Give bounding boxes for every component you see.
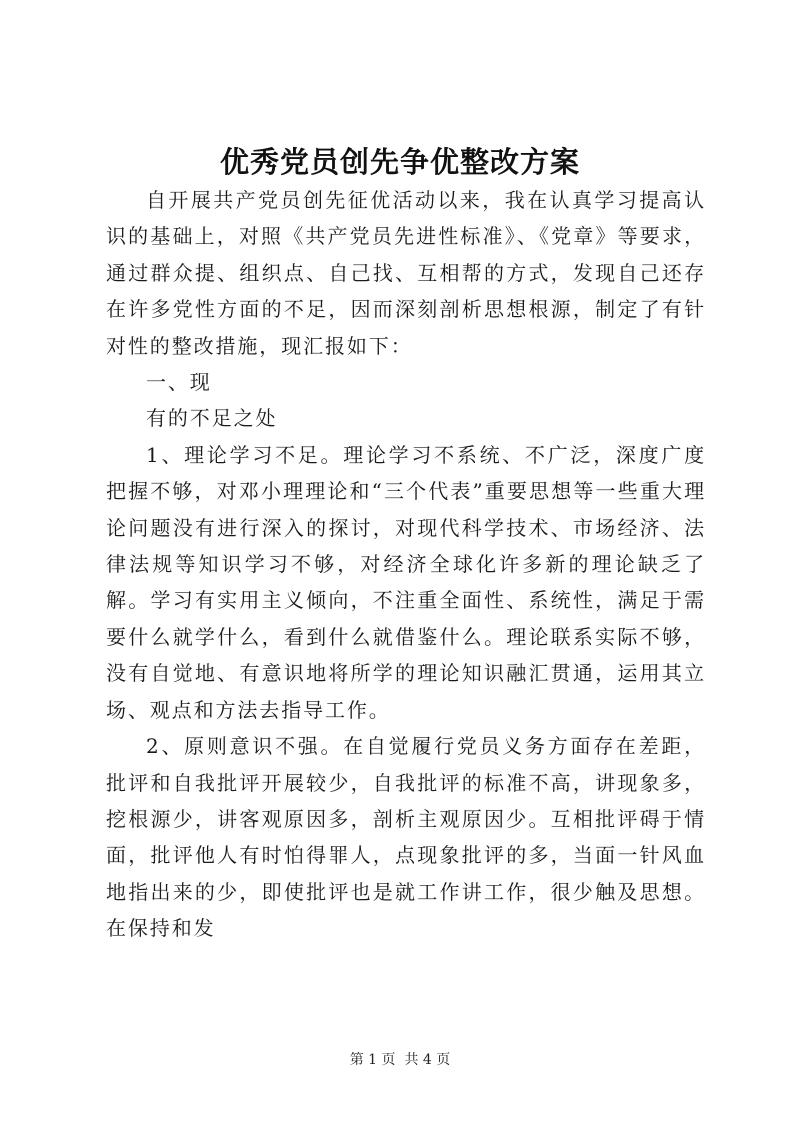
- paragraph-item-1: 1、理论学习不足。理论学习不系统、不广泛，深度广度把握不够，对邓小理理论和“三个代表”重要思想等一些重大理论问题没有进行深入的探讨，对现代科学技术、市场经济、法律法规等知识学习不够，对经济全球化许多新的理论缺乏了解。学习有实用主义倾向，不注重全面性、系统性，满足于需要什么就学什么，看到什么就借鉴什么。理论联系实际不够，没有自觉地、有意识地将所学的理论知识融汇贯通，运用其立场、观点和方法去指导工作。: [106, 442, 706, 722]
- document-body: [106, 182, 706, 947]
- paragraph-intro: 自开展共产党员创先征优活动以来，我在认真学习提高认识的基础上，对照《共产党员先进性标准》、《党章》等要求，通过群众提、组织点、自己找、互相帮的方式，发现自己还存在许多党性方面的不足，因而深刻剖析思想根源，制定了有针对性的整改措施，现汇报如下：: [106, 188, 706, 358]
- section-heading: 一、现: [146, 370, 212, 395]
- page-number-footer: 第 1 页 共 4 页: [349, 1052, 451, 1068]
- paragraph-item-2: 2、原则意识不强。在自觉履行党员义务方面存在差距，批评和自我批评开展较少，自我批评的标准不高，讲现象多，挖根源少，讲客观原因多，剖析主观原因少。互相批评碍于情面，批评他人有时怕得罪人，点现象批评的多，当面一针风血地指出来的少，即使批评也是就工作讲工作，很少触及思想。在保持和发: [106, 734, 706, 941]
- page-title: 优秀党员创先争优整改方案: [219, 145, 580, 179]
- section-heading-continued: 有的不足之处: [146, 406, 278, 431]
